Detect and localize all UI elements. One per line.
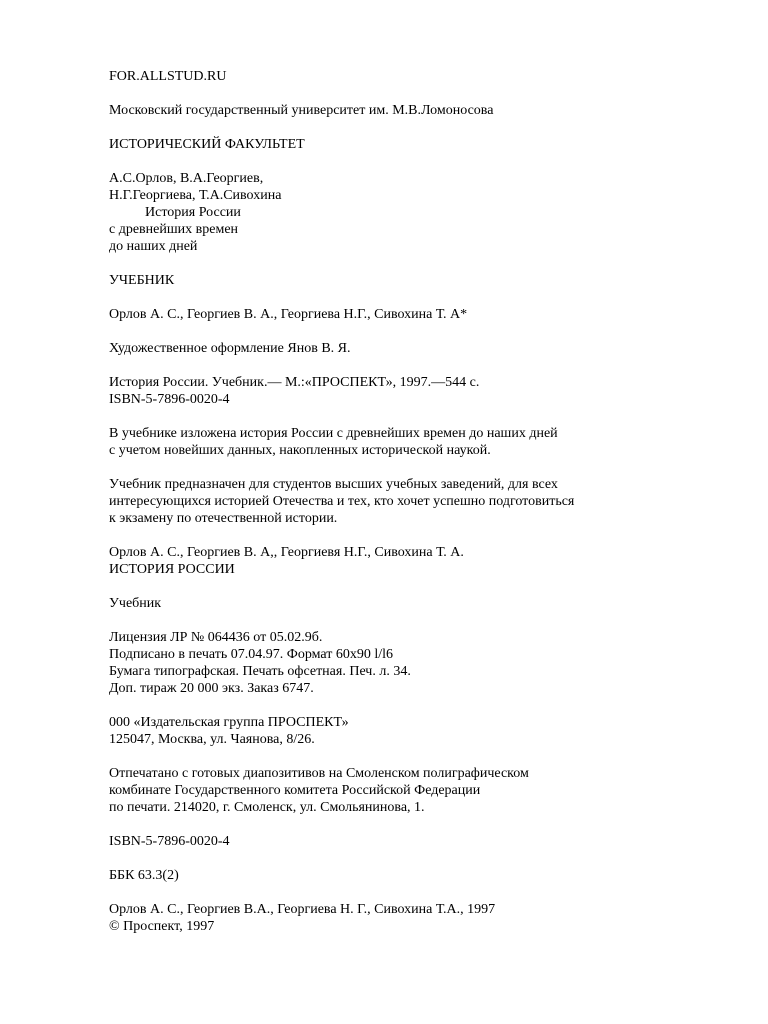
publisher-block	[109, 714, 749, 748]
book-title-line-2: с древнейших времен	[109, 222, 239, 237]
print-details-block	[109, 629, 749, 697]
copyright-authors: Орлов А. С., Георгиев В.А., Георгиева Н. Г., Сивохина Т.А., 1997	[109, 902, 496, 917]
design-credit: Художественное оформление Янов В. Я.	[109, 341, 351, 356]
title-block	[109, 170, 749, 255]
authors-full-block	[109, 306, 749, 323]
site-name: FOR.ALLSTUD.RU	[109, 69, 227, 84]
document-page	[109, 68, 749, 952]
site-block	[109, 68, 749, 85]
printed-line-2: комбинате Государственного комитета Российской Федерации	[109, 783, 481, 798]
biblio-line: История России. Учебник.— М.:«ПРОСПЕКТ», 1997.—544 с.	[109, 375, 480, 390]
isbn-second: ISBN-5-7896-0020-4	[109, 834, 230, 849]
book-title-line-1: История России	[145, 205, 241, 220]
faculty-block	[109, 136, 749, 153]
imprint-authors: Орлов А. С., Георгиев В. А,, Георгиевя Н.Г., Сивохина Т. А.	[109, 545, 464, 560]
authors-full: Орлов А. С., Георгиев В. А., Георгиева Н.Г., Сивохина Т. А*	[109, 307, 468, 322]
circulation-line: Доп. тираж 20 000 экз. Заказ 6747.	[109, 681, 314, 696]
purpose-line-3: к экзамену по отечественной истории.	[109, 511, 338, 526]
university-block	[109, 102, 749, 119]
bbk-code: ББК 63.3(2)	[109, 868, 179, 883]
faculty-name: ИСТОРИЧЕСКИЙ ФАКУЛЬТЕТ	[109, 137, 305, 152]
publisher-address: 125047, Москва, ул. Чаянова, 8/26.	[109, 732, 315, 747]
copyright-block	[109, 901, 749, 935]
print-signed-line: Подписано в печать 07.04.97. Формат 60х90 l/l6	[109, 647, 394, 662]
authors-line-2: Н.Г.Георгиева, Т.А.Сивохина	[109, 188, 282, 203]
purpose-line-2: интересующихся историей Отечества и тех, кто хочет успешно подготовиться	[109, 494, 575, 509]
book-title-line-3: до наших дней	[109, 239, 198, 254]
printed-line-3: по печати. 214020, г. Смоленск, ул. Смольянинова, 1.	[109, 800, 425, 815]
imprint-title: ИСТОРИЯ РОССИИ	[109, 562, 235, 577]
design-block	[109, 340, 749, 357]
purpose-block	[109, 476, 749, 527]
abstract-line-2: с учетом новейших данных, накопленных исторической наукой.	[109, 443, 491, 458]
license-line: Лицензия ЛР № 064436 от 05.02.9б.	[109, 630, 323, 645]
genre-label: УЧЕБНИК	[109, 273, 175, 288]
imprint-block	[109, 544, 749, 578]
printed-block	[109, 765, 749, 816]
authors-line-1: А.С.Орлов, В.А.Георгиев,	[109, 171, 264, 186]
abstract-block	[109, 425, 749, 459]
printed-line-1: Отпечатано с готовых диапозитивов на Смоленском полиграфическом	[109, 766, 529, 781]
imprint-genre-block	[109, 595, 749, 612]
abstract-line-1: В учебнике изложена история России с древнейших времен до наших дней	[109, 426, 558, 441]
paper-line: Бумага типографская. Печать офсетная. Печ. л. 34.	[109, 664, 411, 679]
university-name: Московский государственный университет им. М.В.Ломоносова	[109, 103, 494, 118]
biblio-block	[109, 374, 749, 408]
isbn-second-block	[109, 833, 749, 850]
imprint-genre: Учебник	[109, 596, 162, 611]
isbn-first: ISBN-5-7896-0020-4	[109, 392, 230, 407]
publisher-name: 000 «Издательская группа ПРОСПЕКТ»	[109, 715, 349, 730]
purpose-line-1: Учебник предназначен для студентов высших учебных заведений, для всех	[109, 477, 558, 492]
copyright-publisher: © Проспект, 1997	[109, 919, 215, 934]
bbk-block	[109, 867, 749, 884]
genre-block	[109, 272, 749, 289]
